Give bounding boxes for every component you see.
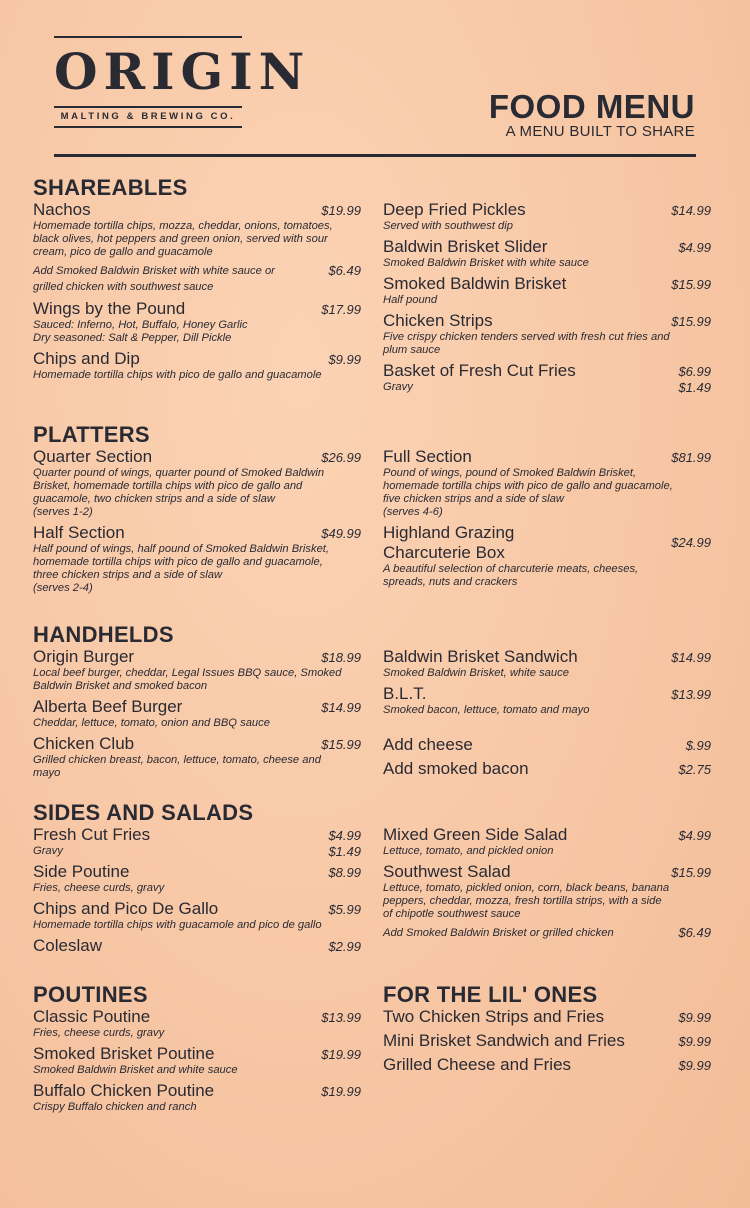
item-name: Full Section <box>383 447 472 466</box>
item-description <box>33 882 383 895</box>
item-name: Half Section <box>33 523 125 542</box>
item-description-text: Smoked bacon, lettuce, tomato and mayo <box>383 704 590 716</box>
item-price: $81.99 <box>671 450 711 465</box>
item-addon-price: $1.49 <box>328 844 361 859</box>
item-name: Coleslaw <box>33 936 102 955</box>
item-addon <box>33 263 383 295</box>
menu-column-right <box>383 982 713 1118</box>
item-name: Origin Burger <box>33 647 135 666</box>
item-price: $24.99 <box>671 535 711 550</box>
item-description-text: Smoked Baldwin Brisket and white sauce <box>33 1064 238 1076</box>
item-name: Chicken Club <box>33 734 135 753</box>
menu-item <box>383 1007 713 1027</box>
item-description <box>33 369 383 382</box>
item-description-text: Pound of wings, pound of Smoked Baldwin Brisket, homemade tortilla chips with pico de gallo and guacamole, five chicken strips and a side of slaw (serves 4-6) <box>383 467 673 518</box>
item-description <box>383 381 713 394</box>
menu-item <box>33 697 383 730</box>
item-price: $4.99 <box>678 828 711 843</box>
menu-item <box>383 523 713 589</box>
item-name: Chicken Strips <box>383 311 493 330</box>
item-description-text: Fries, cheese curds, gravy <box>33 882 165 894</box>
item-description-text: Fries, cheese curds, gravy <box>33 1027 165 1039</box>
item-description-text: Lettuce, tomato, pickled onion, corn, black beans, banana peppers, cheddar, mozza, fresh tortilla strips, with a side of chipotle southwest sauce <box>383 882 670 920</box>
item-description-text: Grilled chicken breast, bacon, lettuce, tomato, cheese and mayo <box>33 754 321 779</box>
item-description <box>383 667 713 680</box>
item-description-text: A beautiful selection of charcuterie meats, cheeses, spreads, nuts and crackers <box>383 563 639 588</box>
menu-item <box>33 349 383 382</box>
item-price: $9.99 <box>678 1034 711 1049</box>
menu-item <box>383 237 713 270</box>
item-description-text: Lettuce, tomato, and pickled onion <box>383 845 554 857</box>
menu-item <box>33 523 383 595</box>
item-description <box>383 331 713 357</box>
item-description <box>383 845 713 858</box>
item-description <box>33 467 383 519</box>
item-price: $.99 <box>685 738 711 753</box>
item-name: Grilled Cheese and Fries <box>383 1055 572 1074</box>
item-description-text: Homemade tortilla chips with pico de gallo and guacamole <box>33 369 322 381</box>
menu-column-left <box>33 622 383 784</box>
menu-item <box>383 684 713 717</box>
menu-column-right <box>383 622 713 784</box>
item-name: Smoked Baldwin Brisket <box>383 274 567 293</box>
header-divider <box>54 154 696 157</box>
item-description <box>33 667 383 693</box>
item-name: Baldwin Brisket Sandwich <box>383 647 578 666</box>
item-description <box>33 543 383 595</box>
item-description-text: Smoked Baldwin Brisket with white sauce <box>383 257 589 269</box>
item-description <box>33 845 383 858</box>
menu-column-right <box>383 422 713 599</box>
logo-main: ORIGIN <box>54 42 311 101</box>
menu-column-left <box>33 422 383 599</box>
menu-item <box>383 1031 713 1051</box>
section-heading: PLATTERS <box>33 422 150 447</box>
item-price: $49.99 <box>321 526 361 541</box>
item-addon-price: $1.49 <box>678 380 711 395</box>
menu-item <box>33 1081 383 1114</box>
item-price: $14.99 <box>321 700 361 715</box>
menu-item <box>33 936 383 956</box>
item-name: Alberta Beef Burger <box>33 697 183 716</box>
item-description-text: Served with southwest dip <box>383 220 513 232</box>
item-price: $18.99 <box>321 650 361 665</box>
menu-item <box>383 311 713 357</box>
item-addon-text: Add Smoked Baldwin Brisket or grilled chicken <box>383 927 614 939</box>
menu-section-row <box>33 175 713 398</box>
item-name: Highland Grazing Charcuterie Box <box>383 523 515 562</box>
menu-item <box>33 299 383 345</box>
item-name: Mixed Green Side Salad <box>383 825 568 844</box>
item-name: Smoked Brisket Poutine <box>33 1044 215 1063</box>
item-price: $2.75 <box>678 762 711 777</box>
menu-column-right <box>383 800 713 960</box>
item-description-text: Smoked Baldwin Brisket, white sauce <box>383 667 569 679</box>
item-price: $6.99 <box>678 364 711 379</box>
item-description-text: Crispy Buffalo chicken and ranch <box>33 1101 197 1113</box>
menu-item <box>383 274 713 307</box>
item-description <box>33 220 383 259</box>
menu-item <box>33 899 383 932</box>
item-name: Classic Poutine <box>33 1007 151 1026</box>
item-price: $9.99 <box>328 352 361 367</box>
item-name: Southwest Salad <box>383 862 511 881</box>
item-name: Fresh Cut Fries <box>33 825 151 844</box>
item-name: Basket of Fresh Cut Fries <box>383 361 576 380</box>
item-price: $15.99 <box>321 737 361 752</box>
menu-item <box>33 447 383 519</box>
menu-item <box>383 759 713 779</box>
item-price: $19.99 <box>321 1047 361 1062</box>
menu-item <box>383 1055 713 1075</box>
item-price: $4.99 <box>678 240 711 255</box>
item-name: B.L.T. <box>383 684 427 703</box>
item-name: Chips and Dip <box>33 349 140 368</box>
menu-item <box>383 361 713 394</box>
item-price: $9.99 <box>678 1058 711 1073</box>
item-description <box>33 1027 383 1040</box>
item-price: $19.99 <box>321 203 361 218</box>
item-name: Add cheese <box>383 735 473 754</box>
menu-item <box>33 1007 383 1040</box>
menu-section-row <box>33 982 713 1118</box>
menu-item <box>383 862 713 941</box>
menu-section-row <box>33 422 713 599</box>
item-description <box>383 220 713 233</box>
item-name: Wings by the Pound <box>33 299 186 318</box>
item-description-text: Five crispy chicken tenders served with fresh cut fries and plum sauce <box>383 331 670 356</box>
item-addon-text: Add Smoked Baldwin Brisket with white sauce or grilled chicken with southwest sauce <box>33 265 275 293</box>
item-description <box>383 704 713 717</box>
menu-item <box>33 862 383 895</box>
item-description-text: Half pound of wings, half pound of Smoked Baldwin Brisket, homemade tortilla chips with pico de gallo and guacamole, three chicken strips and a side of slaw (serves 2-4) <box>33 543 330 594</box>
item-price: $9.99 <box>678 1010 711 1025</box>
item-price: $13.99 <box>321 1010 361 1025</box>
item-name: Chips and Pico De Gallo <box>33 899 219 918</box>
item-addon <box>383 925 713 941</box>
item-description-text: Homemade tortilla chips with guacamole and pico de gallo <box>33 919 322 931</box>
item-description-text: Local beef burger, cheddar, Legal Issues BBQ sauce, Smoked Baldwin Brisket and smoked bacon <box>33 667 342 692</box>
section-heading: HANDHELDS <box>33 622 174 647</box>
item-price: $8.99 <box>328 865 361 880</box>
item-price: $15.99 <box>671 314 711 329</box>
menu-section-row <box>33 800 713 960</box>
item-price: $14.99 <box>671 203 711 218</box>
item-price: $19.99 <box>321 1084 361 1099</box>
item-price: $5.99 <box>328 902 361 917</box>
logo-sub: MALTING & BREWING CO. <box>60 111 236 122</box>
item-addon-price: $6.49 <box>328 263 361 278</box>
section-heading: SHAREABLES <box>33 175 188 200</box>
item-description <box>33 754 383 780</box>
menu-item <box>33 825 383 858</box>
item-name: Buffalo Chicken Poutine <box>33 1081 215 1100</box>
item-price: $14.99 <box>671 650 711 665</box>
menu-column-left <box>33 982 383 1118</box>
item-name: Quarter Section <box>33 447 153 466</box>
item-name: Add smoked bacon <box>383 759 529 778</box>
menu-item <box>383 447 713 519</box>
item-name: Two Chicken Strips and Fries <box>383 1007 605 1026</box>
item-description <box>33 717 383 730</box>
item-description-text: Homemade tortilla chips, mozza, cheddar, onions, tomatoes, black olives, hot peppers and green onion, served with sour cream, pico de gallo and guacamole <box>33 220 333 258</box>
section-heading: POUTINES <box>33 982 148 1007</box>
item-description-text: Sauced: Inferno, Hot, Buffalo, Honey Garlic Dry seasoned: Salt & Pepper, Dill Pickle <box>33 319 248 344</box>
item-description <box>33 919 383 932</box>
brewery-logo <box>54 36 311 128</box>
item-description <box>383 882 713 921</box>
item-description <box>383 257 713 270</box>
menu-item <box>383 825 713 858</box>
item-description <box>383 294 713 307</box>
menu-item <box>33 647 383 693</box>
item-description-text: Quarter pound of wings, quarter pound of Smoked Baldwin Brisket, homemade tortilla chips with pico de gallo and guacamole, two chicken strips and a side of slaw (serves 1-2) <box>33 467 325 518</box>
item-description <box>33 1101 383 1114</box>
item-name: Baldwin Brisket Slider <box>383 237 548 256</box>
menu-item <box>383 200 713 233</box>
item-description-text: Gravy <box>383 381 413 393</box>
item-description-text: Gravy <box>33 845 63 857</box>
item-name: Side Poutine <box>33 862 130 881</box>
item-price: $26.99 <box>321 450 361 465</box>
menu-section-row <box>33 622 713 784</box>
item-price: $15.99 <box>671 277 711 292</box>
menu-title-block <box>489 90 695 140</box>
menu-column-right <box>383 175 713 398</box>
section-heading: SIDES AND SALADS <box>33 800 254 825</box>
menu-item <box>33 1044 383 1077</box>
item-name: Nachos <box>33 200 91 219</box>
menu-item <box>33 734 383 780</box>
item-price: $13.99 <box>671 687 711 702</box>
item-description-text: Half pound <box>383 294 438 306</box>
item-description-text: Cheddar, lettuce, tomato, onion and BBQ sauce <box>33 717 270 729</box>
menu-column-left <box>33 175 383 398</box>
menu-column-left <box>33 800 383 960</box>
item-name: Deep Fried Pickles <box>383 200 526 219</box>
item-price: $17.99 <box>321 302 361 317</box>
item-description <box>383 563 713 589</box>
menu-subtitle: A MENU BUILT TO SHARE <box>505 123 695 140</box>
menu-item <box>33 200 383 295</box>
menu-item <box>383 647 713 680</box>
menu-title: FOOD MENU <box>488 88 695 125</box>
item-price: $2.99 <box>328 939 361 954</box>
item-price: $15.99 <box>671 865 711 880</box>
item-price: $4.99 <box>328 828 361 843</box>
item-description <box>383 467 713 519</box>
item-description <box>33 319 383 345</box>
item-addon-price: $6.49 <box>678 925 711 940</box>
item-description <box>33 1064 383 1077</box>
menu-item <box>383 735 713 755</box>
item-name: Mini Brisket Sandwich and Fries <box>383 1031 625 1050</box>
section-heading: FOR THE LIL' ONES <box>383 982 598 1007</box>
